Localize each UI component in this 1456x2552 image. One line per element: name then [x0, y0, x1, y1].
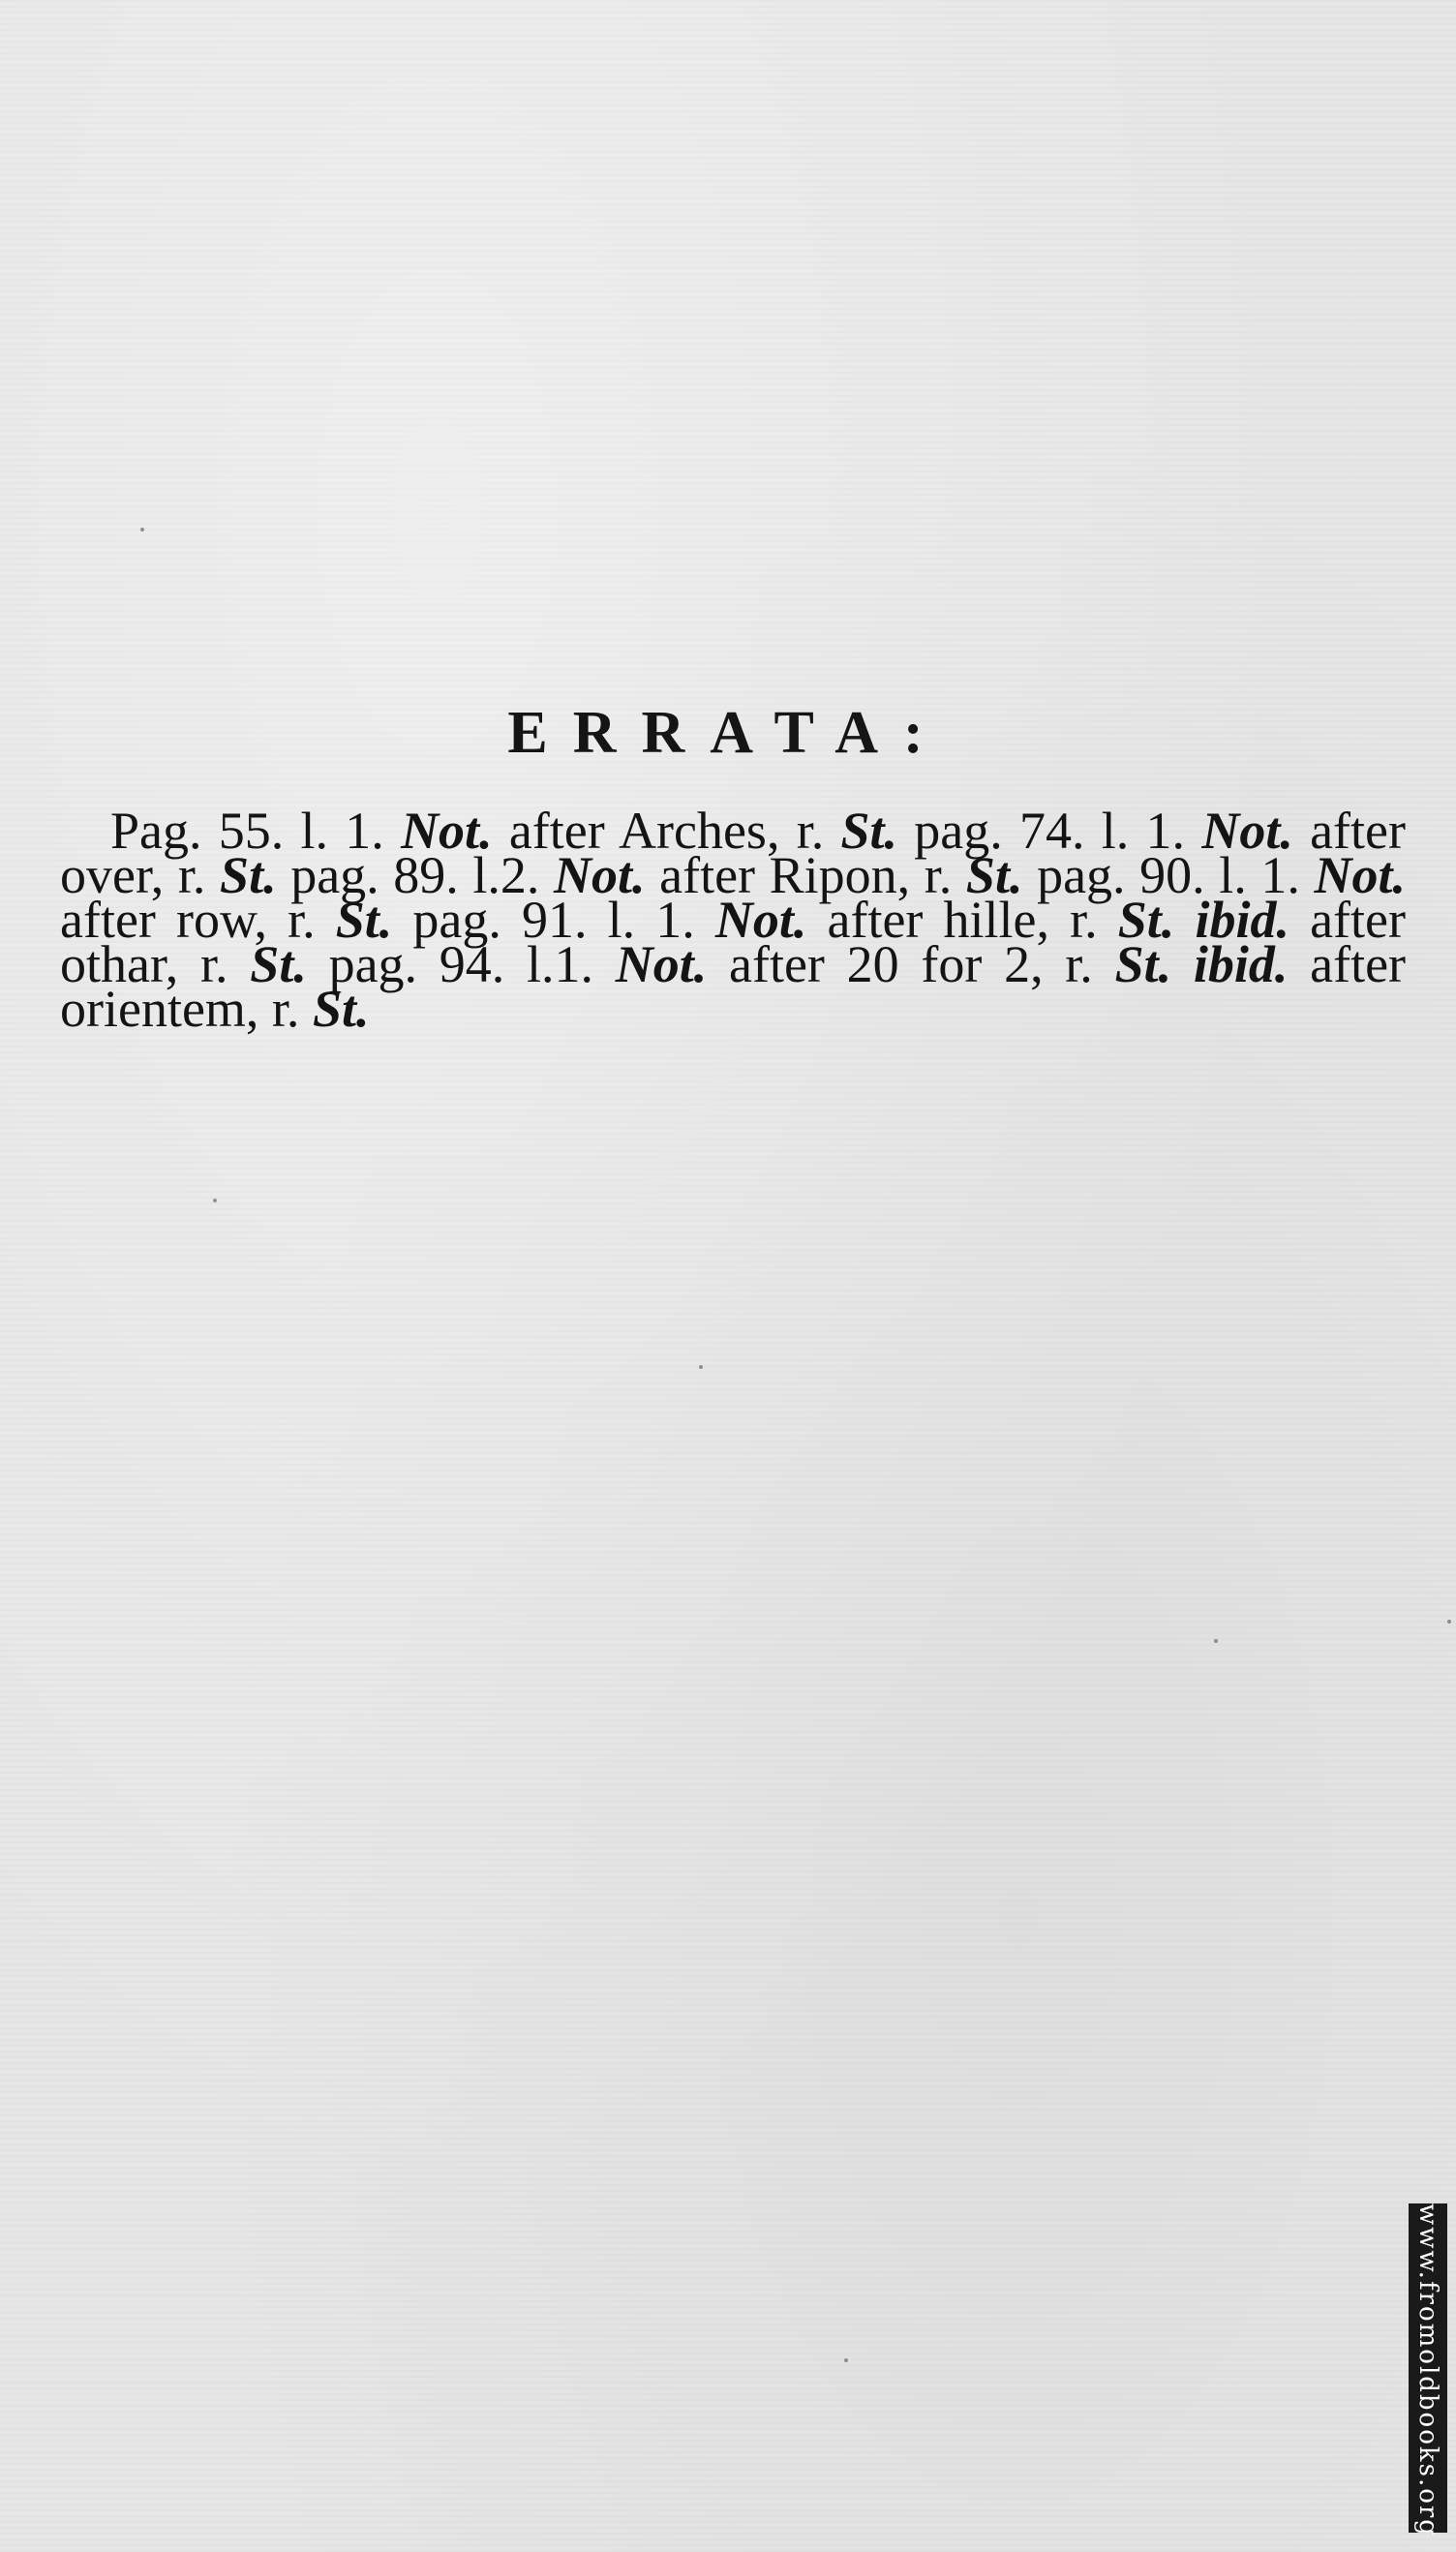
errata-italic-segment: Not.: [615, 935, 708, 993]
errata-text-segment: pag. 74. l. 1.: [897, 802, 1202, 860]
errata-italic-segment: ibid.: [1195, 891, 1289, 949]
errata-italic-segment: St.: [1117, 891, 1175, 949]
errata-text-segment: after over, r.: [60, 802, 1406, 904]
errata-italic-segment: St.: [335, 891, 393, 949]
ink-speck: [213, 1199, 217, 1202]
errata-text-segment: after othar, r.: [60, 891, 1406, 993]
errata-text-segment: pag. 89. l.2.: [276, 846, 555, 904]
errata-italic-segment: Not.: [401, 802, 493, 860]
ink-speck: [140, 528, 144, 532]
errata-text-segment: Pag. 55. l. 1.: [110, 802, 402, 860]
errata-italic-segment: St.: [250, 935, 307, 993]
errata-text-segment: after 20 for 2, r.: [707, 935, 1115, 993]
errata-italic-segment: Not.: [554, 846, 646, 904]
errata-text-segment: pag. 94. l.1.: [306, 935, 616, 993]
errata-italic-segment: Not.: [1314, 846, 1406, 904]
errata-text-segment: after hille, r.: [806, 891, 1118, 949]
ink-speck: [699, 1365, 703, 1369]
errata-italic-segment: St.: [1114, 935, 1172, 993]
errata-text-segment: [1171, 935, 1194, 993]
errata-text-segment: after Ripon, r.: [645, 846, 966, 904]
errata-italic-segment: Not.: [714, 891, 807, 949]
page-title: ERRATA:: [507, 700, 949, 766]
errata-text-segment: after Arches, r.: [492, 802, 841, 860]
ink-speck: [1214, 1639, 1218, 1643]
errata-text-segment: pag. 90. l. 1.: [1022, 846, 1315, 904]
errata-italic-segment: St.: [840, 802, 898, 860]
errata-italic-segment: Not.: [1201, 802, 1293, 860]
errata-italic-segment: St.: [220, 846, 277, 904]
errata-text-segment: after row, r.: [60, 891, 336, 949]
errata-italic-segment: St.: [312, 980, 370, 1038]
ink-speck: [844, 2358, 848, 2362]
errata-paragraph: [60, 802, 1407, 1038]
errata-italic-segment: St.: [965, 846, 1023, 904]
ink-speck: [1447, 1620, 1451, 1624]
errata-italic-segment: ibid.: [1193, 935, 1289, 993]
errata-text-segment: pag. 91. l. 1.: [392, 891, 715, 949]
watermark-label: www.fromoldbooks.org: [1409, 2203, 1447, 2533]
errata-text-segment: after orientem, r.: [60, 935, 1407, 1038]
